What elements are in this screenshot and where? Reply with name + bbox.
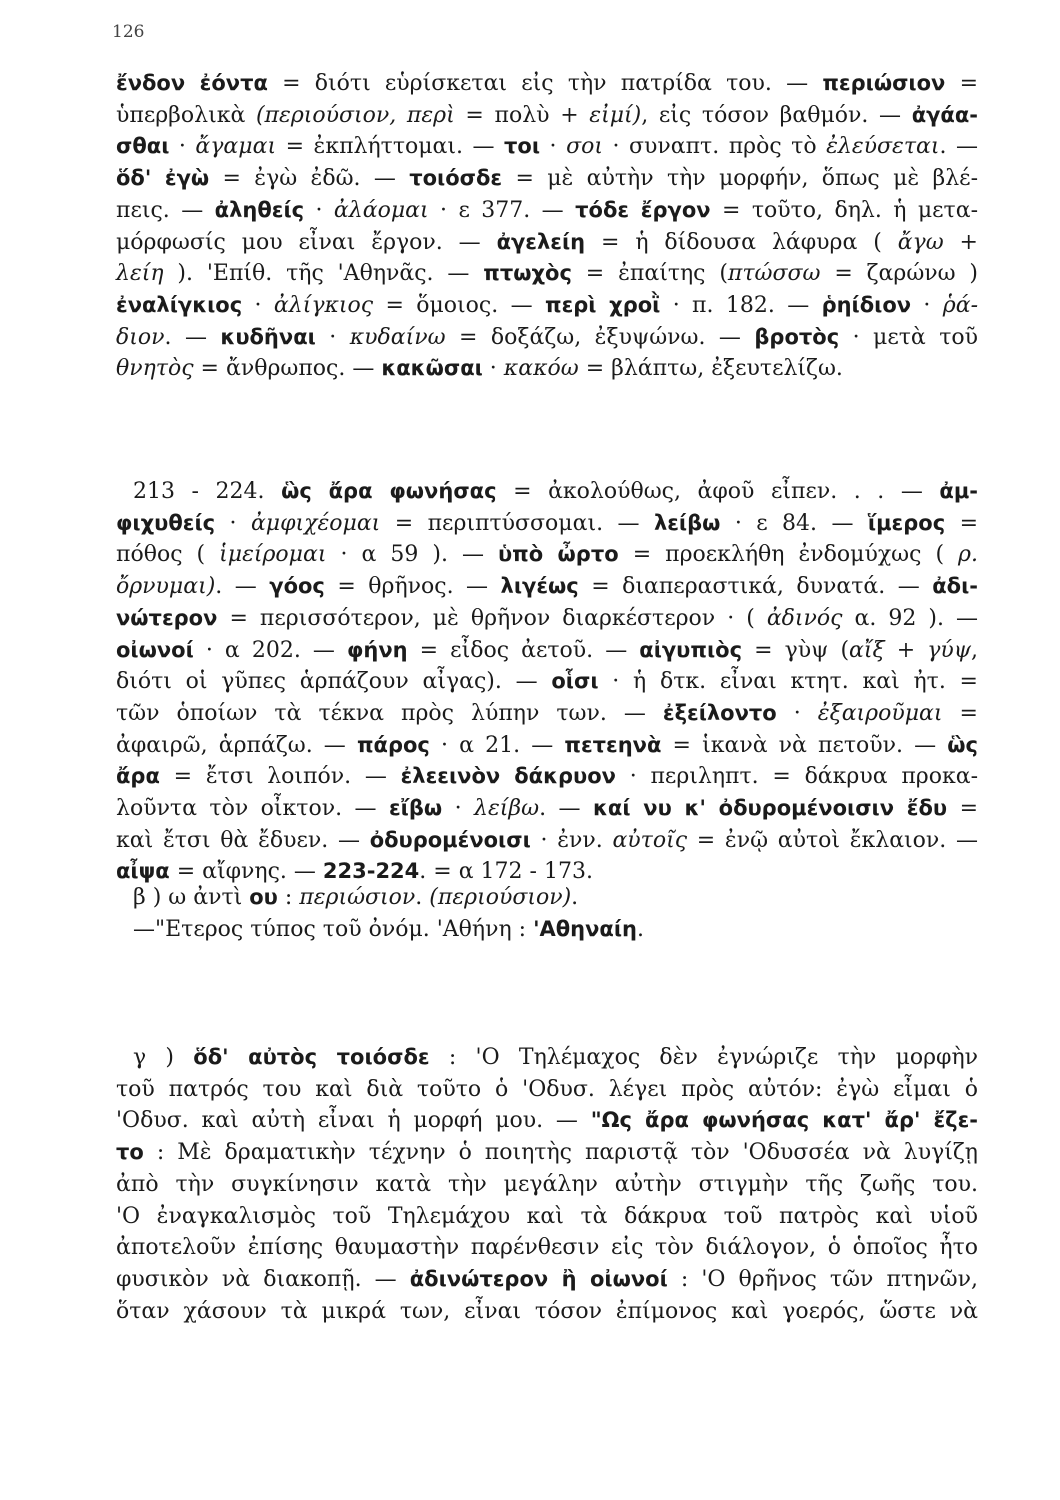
text-line: ὅταν χάσουν τὰ μικρά των, εἶναι τόσον ἐπίμονος καὶ γοερός, ὥστε νὰ (116, 1298, 978, 1324)
text-line: 213 - 224. ὣς ἄρα φωνήσας = ἀκολούθως, ἀφοῦ εἶπεν. . . — ἀμ- (133, 479, 979, 504)
text-line: μόρφωσίς μου εἶναι ἔργον. — ἀγελείη = ἡ δίδουσα λάφυρα ( ἄγω + (116, 229, 978, 255)
text-line: λείη ). 'Επίθ. τῆς 'Αθηνᾶς. — πτωχὸς = ἐπαίτης (πτώσσω = ζαρώνω ) (116, 261, 978, 287)
text-line: ὅδ' ἐγὼ = ἐγὼ ἐδῶ. — τοιόσδε = μὲ αὐτὴν τὴν μορφήν, ὅπως μὲ βλέ- (116, 166, 979, 192)
text-line: νώτερον = περισσότερον, μὲ θρῆνον διαρκέστερον · ( ἀδινός α. 92 ). — (116, 605, 978, 631)
text-line: τοῦ πατρός του καὶ διὰ τοῦτο ὁ 'Οδυσ. λέγει πρὸς αὐτόν: ἐγὼ εἶμαι ὁ (116, 1076, 978, 1102)
text-line: 'Ο ἐναγκαλισμὸς τοῦ Τηλεμάχου καὶ τὰ δάκρυα τοῦ πατρὸς καὶ υἱοῦ (116, 1203, 978, 1229)
text-line: 'Οδυσ. καὶ αὐτὴ εἶναι ἡ μορφή μου. — "Ως ἄρα φωνήσας κατ' ἄρ' ἔζε- (116, 1108, 978, 1134)
text-line: ἀποτελοῦν ἐπίσης θαυμαστὴν παρένθεσιν εἰς τὸν διάλογον, ὁ ὁποῖος ἦτο (116, 1235, 978, 1261)
text-line: διότι οἱ γῦπες ἁρπάζουν αἶγας). — οἷσι · ἡ δτκ. εἶναι κτητ. καὶ ἠτ. = (116, 669, 978, 695)
text-line: το : Μὲ δραματικὴν τέχνην ὁ ποιητὴς παριστᾷ τὸν 'Οδυσσέα νὰ λυγίζῃ (116, 1140, 978, 1166)
text-line: ἄρα = ἔτσι λοιπόν. — ἐλεεινὸν δάκρυον · περιληπτ. = δάκρυα προκα- (116, 764, 979, 790)
text-line: διον. — κυδῆναι · κυδαίνω = δοξάζω, ἐξυψώνω. — βροτὸς · μετὰ τοῦ (116, 324, 979, 350)
text-line: λοῦντα τὸν οἶκτον. — εἴβω · λείβω. — καί νυ κ' ὀδυρομένοισιν ἔδυ = (116, 796, 979, 822)
text-line: φυσικὸν νὰ διακοπῇ. — ἀδινώτερον ἢ οἰωνοί : 'Ο θρῆνος τῶν πτηνῶν, (116, 1266, 978, 1292)
note-gamma (116, 1042, 978, 1327)
text-line: β ) ω ἀντὶ ου : περιώσιον. (περιούσιον). (133, 885, 579, 910)
page-number: 126 (112, 22, 145, 42)
text-line: ἔνδον ἐόντα = διότι εὑρίσκεται εἰς τὴν πατρίδα του. — περιώσιον = (116, 71, 979, 96)
text-line: ἀπὸ τὴν συγκίνησιν κατὰ τὴν μεγάλην αὐτὴν στιγμὴν τῆς ζωῆς του. (116, 1171, 978, 1197)
text-line: φιχυθείς · ἀμφιχέομαι = περιπτύσσομαι. — λείβω · ε 84. — ἵμερος = (116, 510, 979, 536)
text-line: καὶ ἔτσι θὰ ἔδυεν. — ὀδυρομένοισι · ἐνν. αὐτοῖς = ἐνῷ αὐτοὶ ἔκλαιον. — (116, 827, 979, 853)
text-line: πεις. — ἀληθείς · ἀλάομαι · ε 377. — τόδε ἔργον = τοῦτο, δηλ. ἡ μετα- (116, 197, 979, 223)
text-line: πόθος ( ἱμείρομαι · α 59 ). — ὑπὸ ὦρτο = προεκλήθη ἐνδομύχως ( ρ. (116, 542, 978, 568)
text-line: γ ) ὅδ' αὐτὸς τοιόσδε : 'Ο Τηλέμαχος δὲν ἐγνώριζε τὴν μορφὴν (133, 1045, 979, 1070)
commentary-block-213-224 (116, 476, 978, 888)
text-line: οἰωνοί · α 202. — φήνη = εἶδος ἀετοῦ. — αἰγυπιὸς = γὺψ (αἴξ + γύψ, (116, 637, 978, 663)
text-line: θνητὸς = ἄνθρωπος. — κακῶσαι · κακόω = βλάπτω, ἐξευτελίζω. (116, 356, 843, 382)
text-line: σθαι · ἄγαμαι = ἐκπλήττομαι. — τοι · σοι · συναπτ. πρὸς τὸ ἐλεύσεται. — (116, 134, 978, 160)
note-beta (116, 882, 978, 945)
text-line: —"Ετερος τύπος τοῦ ὀνόμ. 'Αθήνη : 'Αθηναίη. (133, 916, 644, 942)
text-line: ἐναλίγκιος · ἀλίγκιος = ὅμοιος. — περὶ χροῒ · π. 182. — ῥηίδιον · ῥά- (116, 292, 979, 318)
commentary-block-1 (116, 68, 978, 385)
text-line: τῶν ὁποίων τὰ τέκνα πρὸς λύπην των. — ἐξείλοντο · ἐξαιροῦμαι = (116, 700, 978, 726)
text-line: ὄρνυμαι). — γόος = θρῆνος. — λιγέως = διαπεραστικά, δυνατά. — ἀδι- (116, 574, 978, 600)
text-line: ὑπερβολικὰ (περιούσιον, περὶ = πολὺ + εἰμί), εἰς τόσον βαθμόν. — ἀγάα- (116, 102, 978, 128)
text-line: αἶψα = αἴφνης. — 223-224. = α 172 - 173. (116, 859, 593, 885)
text-line: ἀφαιρῶ, ἁρπάζω. — πάρος · α 21. — πετεηνὰ = ἱκανὰ νὰ πετοῦν. — ὣς (116, 732, 978, 758)
